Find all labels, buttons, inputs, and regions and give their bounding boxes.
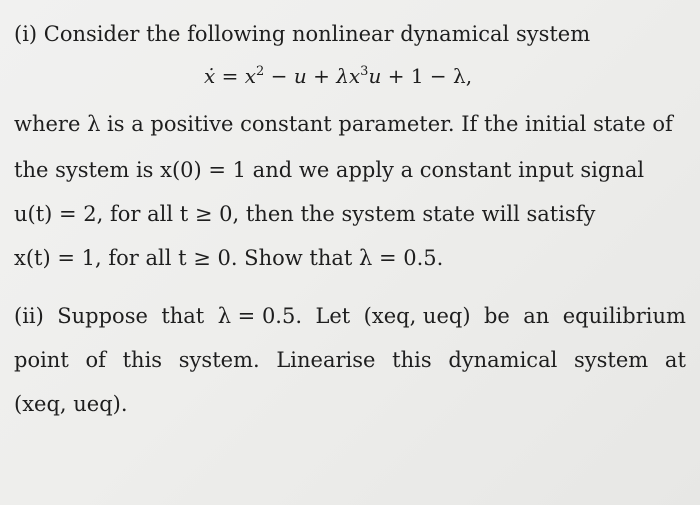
part-i-line-3: the system is x(0) = 1 and we apply a constant input signal <box>14 158 645 182</box>
eq-term-1-exp: 2 <box>256 64 265 79</box>
part-i-line-2: where λ is a positive constant parameter. If the initial state of <box>14 112 673 136</box>
word: system <box>574 348 649 372</box>
eq-op-2: + <box>313 64 330 88</box>
eq-term-4: 1 <box>410 64 424 88</box>
word: Let <box>315 304 351 328</box>
word: at <box>664 348 686 372</box>
word: equilibrium <box>562 304 686 328</box>
eq-term-1-base: x <box>244 64 257 88</box>
eq-term-3-tail: u <box>368 64 382 88</box>
eq-term-2: u <box>293 64 307 88</box>
part-i-line-5: x(t) = 1, for all t ≥ 0. Show that λ = 0.5. <box>14 246 444 270</box>
system-equation <box>204 66 472 86</box>
word: point <box>14 348 69 372</box>
word: Linearise <box>276 348 376 372</box>
eq-term-3-exp: 3 <box>360 64 369 79</box>
part-ii-line-2 <box>14 350 686 371</box>
part-i-line-4: u(t) = 2, for all t ≥ 0, then the system state will satisfy <box>14 202 596 226</box>
eq-op-3: + <box>387 64 405 88</box>
word: (xeq, ueq) <box>363 304 471 328</box>
eq-term-3-coeff: λx <box>336 64 361 88</box>
part-i-heading: (i) Consider the following nonlinear dynamical system <box>14 22 591 46</box>
word: system. <box>178 348 260 372</box>
part-ii-line-3: (xeq, ueq). <box>14 392 128 416</box>
word: be <box>483 304 510 328</box>
word: this <box>392 348 432 372</box>
word: that <box>161 304 205 328</box>
word: an <box>523 304 550 328</box>
eq-term-5: λ, <box>453 64 473 88</box>
word: this <box>122 348 163 372</box>
word: of <box>85 348 106 372</box>
word: λ = 0.5. <box>217 304 303 328</box>
eq-op-1: − <box>270 64 288 88</box>
eq-equals: = <box>221 64 239 88</box>
word: dynamical <box>448 348 558 372</box>
word: (ii) <box>14 304 44 328</box>
eq-op-4: − <box>429 64 447 88</box>
word: Suppose <box>57 304 148 328</box>
eq-lhs: ẋ <box>204 64 216 88</box>
part-ii-line-1 <box>14 306 686 327</box>
